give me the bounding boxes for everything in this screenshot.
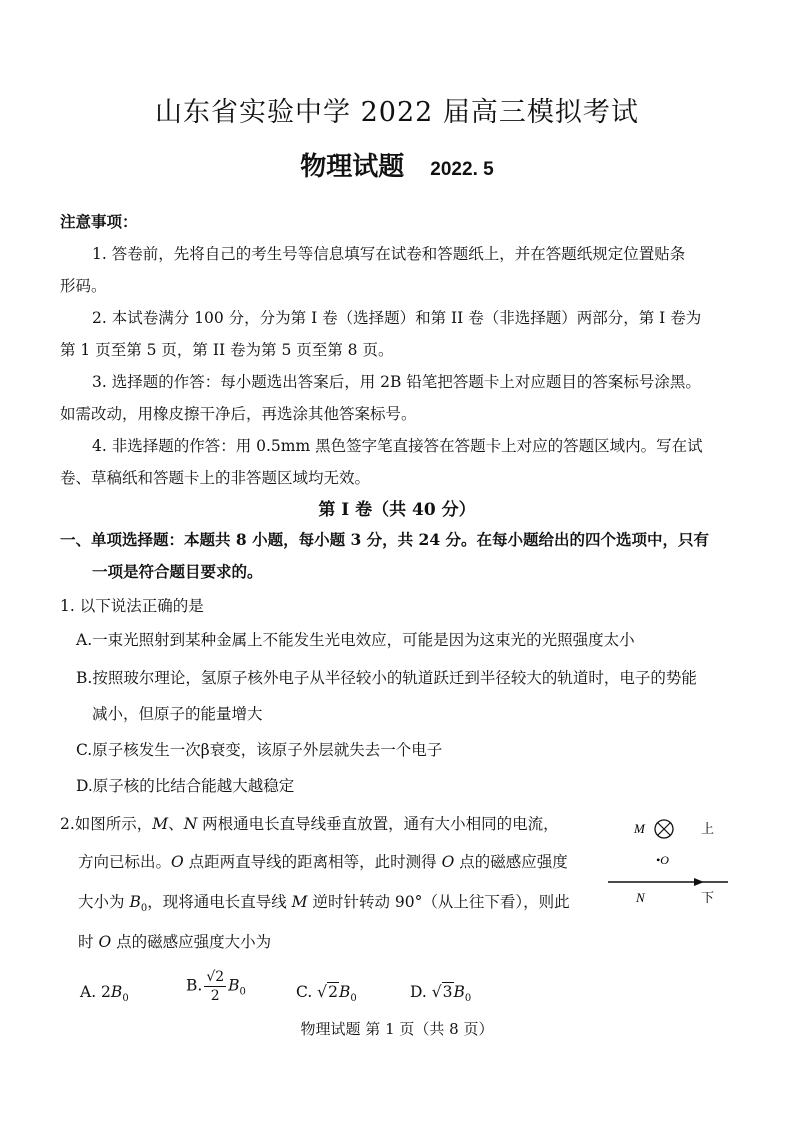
section-instructions-line-1: 一、单项选择题：本题共 8 小题，每小题 3 分，共 24 分。在每小题给出的四个选项中，只有 — [60, 530, 710, 549]
q1-option-b-line-2: 减小，但原子的能量增大 — [92, 705, 263, 723]
option-label: C. — [296, 983, 318, 1001]
var-o: O — [98, 933, 112, 951]
q1-option-b-line-1: B.按照玻尔理论，氢原子核外电子从半径较小的轨道跃迁到半径较大的轨道时，电子的势能 — [76, 669, 697, 687]
q2-line-4 — [78, 932, 271, 952]
subject-name: 物理试题 — [300, 152, 405, 182]
section-title: 第 I 卷（共 40 分） — [318, 500, 476, 520]
figure-label-o: •O — [656, 853, 669, 867]
q2-text: 两根通电长直导线垂直放置，通有大小相同的电流， — [197, 815, 559, 833]
note-3-line-1: 3. 选择题的作答：每小题选出答案后，用 2B 铅笔把答题卡上对应题目的答案标号涂黑。 — [92, 373, 701, 391]
section-instructions-line-2: 一项是符合题目要求的。 — [92, 562, 263, 581]
square-root — [432, 982, 454, 1002]
q2-option-c — [296, 982, 357, 1009]
subscript-zero: 0 — [464, 993, 472, 1005]
var-o: O — [171, 853, 184, 871]
q2-option-d — [410, 982, 471, 1009]
q2-text: 方向已标出。 — [78, 853, 172, 871]
q2-text: 、 — [168, 815, 184, 833]
q1-option-a: A.一束光照射到某种金属上不能发生光电效应，可能是因为这束光的光照强度太小 — [76, 631, 635, 649]
sqrt-sign: √ — [431, 983, 442, 1001]
subscript-zero: 0 — [122, 993, 129, 1005]
var-b: B — [228, 976, 240, 995]
subject-title — [0, 146, 794, 183]
note-2-line-1: 2. 本试卷满分 100 分，分为第 I 卷（选择题）和第 II 卷（非选择题）两部分，第 I 卷为 — [92, 309, 702, 327]
var-b: B — [129, 893, 141, 911]
q2-option-a — [80, 982, 129, 1009]
radicand: 2 — [328, 983, 338, 1001]
var-m: M — [291, 893, 308, 911]
sqrt-sign: √ — [317, 983, 328, 1001]
var-n: N — [183, 815, 198, 833]
var-b: B — [110, 983, 123, 1001]
fraction-denominator: 2 — [210, 988, 220, 1004]
q1-option-d: D.原子核的比结合能越大越稳定 — [76, 777, 295, 795]
note-1-line-1: 1. 答卷前，先将自己的考生号等信息填写在试卷和答题纸上，并在答题纸规定位置贴条 — [92, 245, 686, 263]
option-label: D. — [410, 983, 432, 1001]
note-2-line-2: 第 1 页至第 5 页，第 II 卷为第 5 页至第 8 页。 — [60, 341, 394, 359]
notes-heading: 注意事项： — [60, 212, 138, 231]
var-b: B — [338, 983, 351, 1001]
fraction — [204, 968, 226, 1005]
figure-label-n: N — [636, 890, 645, 905]
figure-label-bottom: 下 — [701, 891, 715, 906]
q2-text: 点的磁感应强度 — [454, 853, 568, 871]
q2-line-1 — [60, 814, 559, 834]
q2-line-2 — [78, 852, 568, 872]
var-o: O — [441, 853, 455, 871]
current-arrow-icon — [694, 878, 704, 886]
page-footer: 物理试题 第 1 页（共 8 页） — [300, 1020, 494, 1038]
q1-option-c: C.原子核发生一次β衰变，该原子外层就失去一个电子 — [76, 741, 443, 759]
q2-text: 2.如图所示， — [60, 815, 153, 833]
note-3-line-2: 如需改动，用橡皮擦干净后，再选涂其他答案标号。 — [60, 405, 417, 423]
subscript-zero: 0 — [350, 993, 357, 1005]
q2-option-b — [186, 968, 246, 1005]
option-label: B. — [186, 976, 203, 995]
note-4-line-2: 卷、草稿纸和答题卡上的非答题区域均无效。 — [60, 469, 371, 487]
subscript-zero: 0 — [239, 986, 246, 998]
q2-text: ，现将通电长直导线 — [147, 893, 292, 911]
q2-line-3 — [78, 892, 570, 919]
var-m: M — [152, 815, 169, 833]
q2-text: 点距两直导线的距离相等，此时测得 — [183, 853, 442, 871]
q1-stem: 1. 以下说法正确的是 — [60, 597, 204, 615]
paper-title: 山东省实验中学 2022 届高三模拟考试 — [155, 97, 639, 128]
q2-text: 时 — [78, 933, 99, 951]
q2-text: 点的磁感应强度大小为 — [111, 933, 272, 951]
note-4-line-1: 4. 非选择题的作答：用 0.5mm 黑色签字笔直接答在答题卡上对应的答题区域内。写在试 — [92, 437, 703, 455]
figure-label-m: M — [634, 821, 645, 836]
option-label: A. 2 — [80, 983, 111, 1001]
var-b: B — [453, 983, 465, 1001]
subscript-zero: 0 — [140, 903, 148, 915]
note-1-line-2: 形码。 — [60, 277, 107, 295]
q2-text: 大小为 — [78, 893, 130, 911]
square-root — [317, 982, 339, 1002]
fraction-numerator: √2 — [206, 969, 225, 985]
q2-figure — [604, 812, 744, 912]
q2-text: 逆时针转动 90°（从上往下看），则此 — [307, 893, 570, 911]
exam-date: 2022. 5 — [430, 159, 494, 180]
radicand: 3 — [442, 983, 453, 1001]
figure-label-top: 上 — [701, 822, 715, 837]
